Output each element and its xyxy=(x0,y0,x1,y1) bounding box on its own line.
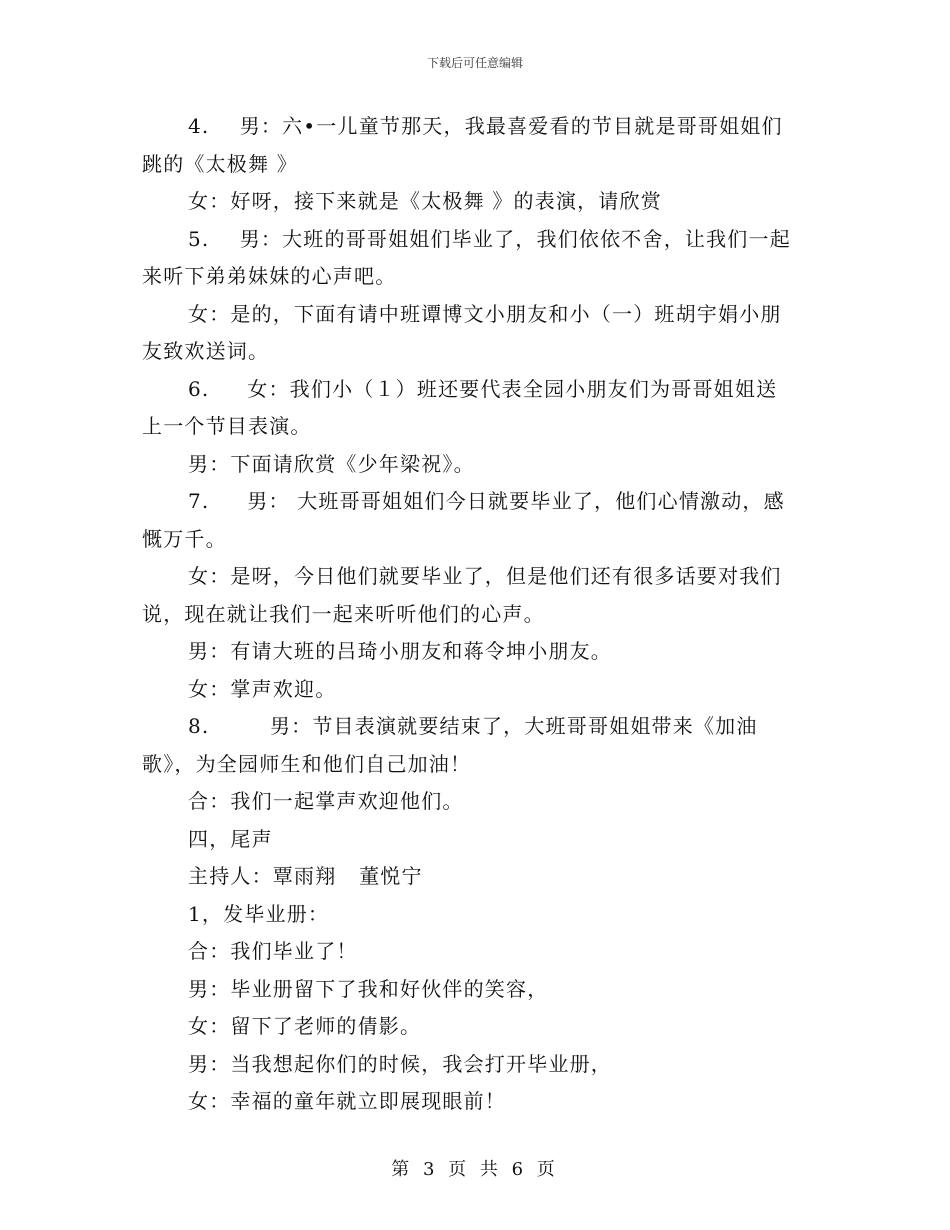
text-line: 男：有请大班的吕琦小朋友和蒋令坤小朋友。 xyxy=(188,639,612,663)
text-line: 慨万千。 xyxy=(142,527,227,551)
text-line: 跳的《太极舞 》 xyxy=(142,152,298,176)
text-line: 女：是的，下面有请中班谭博文小朋友和小（一）班胡宇娟小朋 xyxy=(188,302,782,326)
text-line: 四，尾声 xyxy=(188,827,273,851)
text-line: 友致欢送词。 xyxy=(142,339,270,363)
text-line: 合：我们毕业了！ xyxy=(188,939,358,963)
text-line: 说，现在就让我们一起来听听他们的心声。 xyxy=(142,602,545,626)
text-line: 男：下面请欣赏《少年梁祝》。 xyxy=(188,452,475,476)
text-line: 男：当我想起你们的时候，我会打开毕业册， xyxy=(188,1052,612,1076)
text-line: 来听下弟弟妹妹的心声吧。 xyxy=(142,264,397,288)
text-line: 6. 女：我们小（１）班还要代表全园小朋友们为哥哥姐姐送 xyxy=(188,377,778,401)
text-line: 女：留下了老师的倩影。 xyxy=(188,1014,422,1038)
text-line: 女：好呀，接下来就是《太极舞 》的表演，请欣赏 xyxy=(188,189,662,213)
text-line: 歌》，为全园师生和他们自己加油！ xyxy=(142,752,472,776)
text-line: 1，发毕业册： xyxy=(188,902,330,926)
page-header: 下载后可任意编辑 xyxy=(426,56,523,70)
text-line: 主持人：覃雨翔 董悦宁 xyxy=(188,864,423,888)
text-line: 5. 男：大班的哥哥姐姐们毕业了，我们依依不舍，让我们一起 xyxy=(188,227,791,251)
text-line: 4. 男：六•一儿童节那天，我最喜爱看的节目就是哥哥姐姐们 xyxy=(188,114,783,138)
text-line: 8. 男：节目表演就要结束了，大班哥哥姐姐带来《加油 xyxy=(188,714,758,738)
page-number-footer: 第 3 页 共 6 页 xyxy=(391,1159,559,1180)
text-line: 女：幸福的童年就立即展现眼前！ xyxy=(188,1089,506,1113)
text-line: 男：毕业册留下了我和好伙伴的笑容， xyxy=(188,977,549,1001)
text-line: 女：是呀，今日他们就要毕业了，但是他们还有很多话要对我们 xyxy=(188,564,782,588)
text-line: 7. 男： 大班哥哥姐姐们今日就要毕业了，他们心情激动，感 xyxy=(188,489,785,513)
text-line: 上一个节目表演。 xyxy=(142,414,312,438)
text-line: 女：掌声欢迎。 xyxy=(188,677,337,701)
text-line: 合：我们一起掌声欢迎他们。 xyxy=(188,789,464,813)
